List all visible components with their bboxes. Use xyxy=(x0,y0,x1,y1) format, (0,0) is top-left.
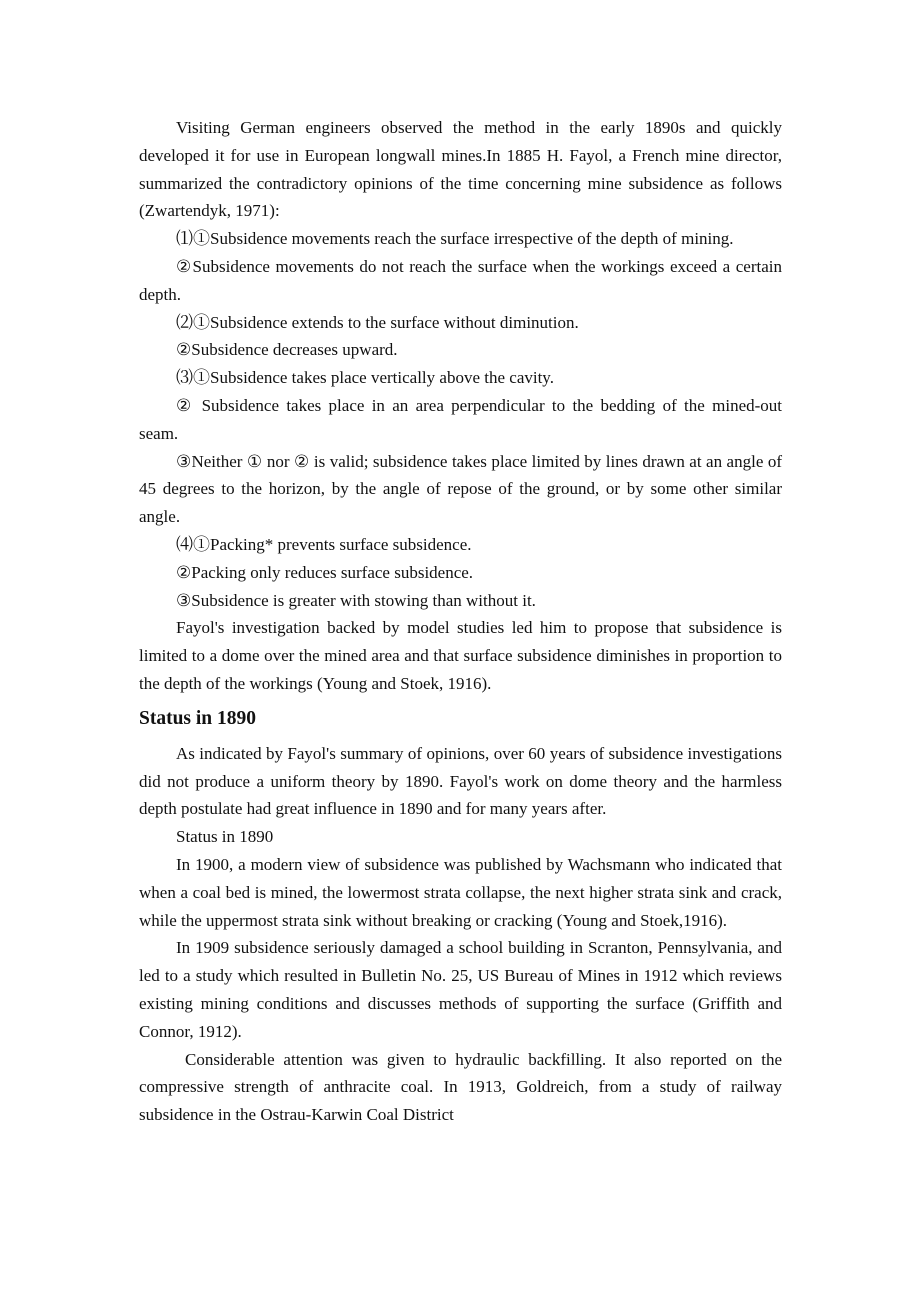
opinion-1-b: ②Subsidence movements do not reach the surface when the workings exceed a certain depth. xyxy=(139,256,782,304)
paragraph-status-label: Status in 1890 xyxy=(176,827,274,847)
paragraph-status-summary: As indicated by Fayol's summary of opinions, over 60 years of subsidence investigations did not produce a uniform theory by 1890. Fayol's work on dome theory and the harmless depth postulate had great influence in 1890 and for many years after. xyxy=(139,743,782,819)
opinion-4-b: ②Packing only reduces surface subsidence. xyxy=(176,562,474,582)
document-page xyxy=(139,114,782,1129)
paragraph-fayol-investigation: Fayol's investigation backed by model studies led him to propose that subsidence is limited to a dome over the mined area and that surface subsidence diminishes in proportion to the depth of the workings (Young and Stoek, 1916). xyxy=(139,618,782,693)
opinion-1-a: ⑴①Subsidence movements reach the surface irrespective of the depth of mining. xyxy=(176,229,734,249)
section-heading: Status in 1890 xyxy=(139,707,257,729)
paragraph-scranton: In 1909 subsidence seriously damaged a school building in Scranton, Pennsylvania, and led to a study which resulted in Bulletin No. 25, US Bureau of Mines in 1912 which reviews existing mining conditions and discusses methods of supporting the surface (Griffith and Connor, 1912). xyxy=(139,938,782,1041)
paragraph-wachsmann: In 1900, a modern view of subsidence was published by Wachsmann who indicated that when a coal bed is mined, the lowermost strata collapse, the next higher strata sink and crack, while the uppermost strata sink without breaking or cracking (Young and Stoek,1916). xyxy=(139,854,782,930)
opinion-2-a: ⑵①Subsidence extends to the surface without diminution. xyxy=(176,312,579,332)
opinion-3-a: ⑶①Subsidence takes place vertically above the cavity. xyxy=(176,368,554,388)
opinion-4-c: ③Subsidence is greater with stowing than without it. xyxy=(176,590,536,610)
opinion-3-b: ② Subsidence takes place in an area perpendicular to the bedding of the mined-out seam. xyxy=(139,395,782,443)
paragraph-hydraulic-backfilling: Considerable attention was given to hydraulic backfilling. It also reported on the compressive strength of anthracite coal. In 1913, Goldreich, from a study of railway subsidence in the Ostrau-Karwin Coal District xyxy=(139,1049,782,1125)
paragraph-intro: Visiting German engineers observed the method in the early 1890s and quickly developed it for use in European longwall mines.In 1885 H. Fayol, a French mine director, summarized the contradictory opinions of the time concerning mine subsidence as follows (Zwartendyk, 1971): xyxy=(139,118,782,221)
opinion-2-b: ②Subsidence decreases upward. xyxy=(176,340,398,360)
opinion-4-a: ⑷①Packing* prevents surface subsidence. xyxy=(176,534,472,554)
opinion-3-c: ③Neither ① nor ② is valid; subsidence takes place limited by lines drawn at an angle of 45 degrees to the horizon, by the angle of repose of the ground, or by some other similar angle. xyxy=(139,451,782,527)
